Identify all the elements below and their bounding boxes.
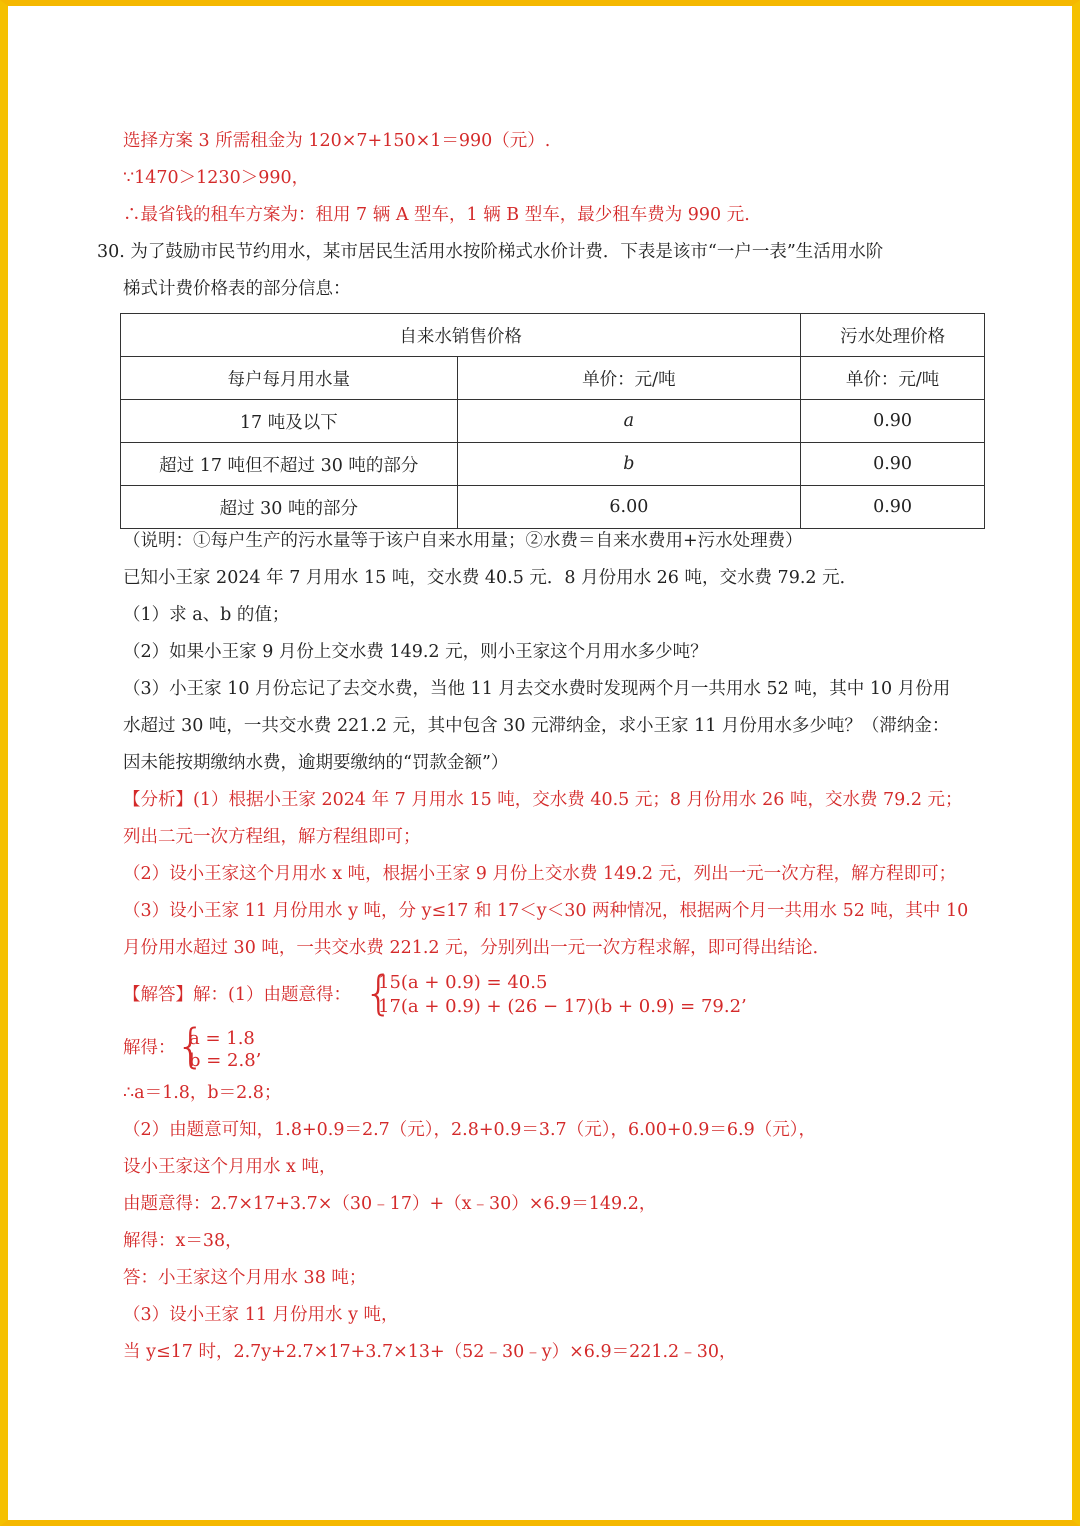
part3-set-y-line: （3）设小王家 11 月份用水 y 吨， [123,1305,399,1325]
sewage-price-cell: 0.90 [801,400,985,443]
part2-prices-line: （2）由题意可知，1.8+0.9＝2.7（元），2.8+0.9＝3.7（元），6.00+0.9＝6.9（元）， [123,1120,816,1140]
problem-number: 30. [97,242,125,262]
solve-label: 解得： [123,1038,176,1058]
analysis-line1: 【分析】(1）根据小王家 2024 年 7 月用水 15 吨，交水费 40.5 元；8 月份用水 26 吨，交水费 79.2 元； [123,790,963,810]
table-header-row-2 [121,357,985,400]
known-condition: 已知小王家 2024 年 7 月用水 15 吨，交水费 40.5 元．8 月份用水 26 吨，交水费 79.2 元． [123,568,858,588]
analysis-line4: （3）设小王家 11 月份用水 y 吨，分 y≤17 和 17＜y＜30 两种情况，根据两个月一共用水 52 吨，其中 10 [123,901,969,921]
system-brace: { [364,966,394,1020]
range-cell: 超过 17 吨但不超过 30 吨的部分 [121,443,458,486]
rental-conclusion-line: ∴最省钱的租车方案为：租用 7 辆 A 型车，1 辆 B 型车，最少租车费为 990 元. [123,205,750,225]
table-note: （说明：①每户生产的污水量等于该户自来水用量；②水费＝自来水费用+污水处理费） [123,531,803,551]
range-cell: 17 吨及以下 [121,400,458,443]
rental-plan-3-line: 选择方案 3 所需租金为 120×7+150×1＝990（元）. [123,131,551,151]
tap-price-cell: a [457,400,801,443]
table-header-row-1 [121,314,985,357]
solution-a: a = 1.8 [189,1028,255,1049]
question-3-line2: 水超过 30 吨，一共交水费 221.2 元，其中包含 30 元滞纳金，求小王家 11 月份用水多少吨？（滞纳金： [123,716,950,736]
header-tap-price: 自来水销售价格 [121,314,801,357]
range-cell: 超过 30 吨的部分 [121,486,458,529]
problem-text-1: 为了鼓励市民节约用水，某市居民生活用水按阶梯式水价计费．下表是该市“一户一表”生活用水阶 [130,242,884,262]
problem-30-line1 [97,240,883,264]
case-y-line: 当 y≤17 时，2.7y+2.7×17+3.7×13+（52﹣30﹣y）×6.9＝221.2﹣30， [123,1342,737,1362]
table-row [121,400,985,443]
solution-brace: { [176,1019,206,1073]
comparison-line: ∵1470＞1230＞990， [123,168,310,188]
solution-b: b = 2.8’ [189,1050,262,1071]
sewage-price-cell: 0.90 [801,486,985,529]
table-row [121,443,985,486]
question-1: （1）求 a、b 的值； [123,605,290,625]
header-unit-tap: 单价：元/吨 [457,357,801,400]
tap-price-cell: b [457,443,801,486]
table-row [121,486,985,529]
set-x-line: 设小王家这个月用水 x 吨， [123,1157,337,1177]
ab-values-line: ∴a＝1.8，b＝2.8； [123,1083,282,1103]
equation-2: 17(a + 0.9) + (26 − 17)(b + 0.9) = 79.2’ [378,996,747,1017]
question-3-line1: （3）小王家 10 月份忘记了去交水费，当他 11 月去交水费时发现两个月一共用水 52 吨，其中 10 月份用 [123,679,951,699]
question-2: （2）如果小王家 9 月份上交水费 149.2 元，则小王家这个月用水多少吨？ [123,642,708,662]
tap-price-cell: 6.00 [457,486,801,529]
header-sewage-price: 污水处理价格 [801,314,985,357]
analysis-line2: 列出二元一次方程组，解方程组即可； [123,827,421,847]
question-3-line3: 因未能按期缴纳水费，逾期要缴纳的“罚款金额”） [123,753,509,773]
equation-x-line: 由题意得：2.7×17+3.7×（30﹣17）+（x﹣30）×6.9＝149.2， [123,1194,657,1214]
analysis-line5: 月份用水超过 30 吨，一共交水费 221.2 元，分别列出一元一次方程求解，即可得出结论． [123,938,831,958]
header-usage: 每户每月用水量 [121,357,458,400]
solution-label: 【解答】解：(1）由题意得： [123,985,351,1005]
solve-x-line: 解得：x＝38， [123,1231,243,1251]
header-unit-sewage: 单价：元/吨 [801,357,985,400]
analysis-line3: （2）设小王家这个月用水 x 吨，根据小王家 9 月份上交水费 149.2 元，列出一元一次方程，解方程即可； [123,864,957,884]
problem-30-line2: 梯式计费价格表的部分信息： [123,279,351,299]
sewage-price-cell: 0.90 [801,443,985,486]
answer-2-line: 答：小王家这个月用水 38 吨； [123,1268,367,1288]
equation-1: 15(a + 0.9) = 40.5 [378,972,548,993]
price-table [120,313,985,529]
